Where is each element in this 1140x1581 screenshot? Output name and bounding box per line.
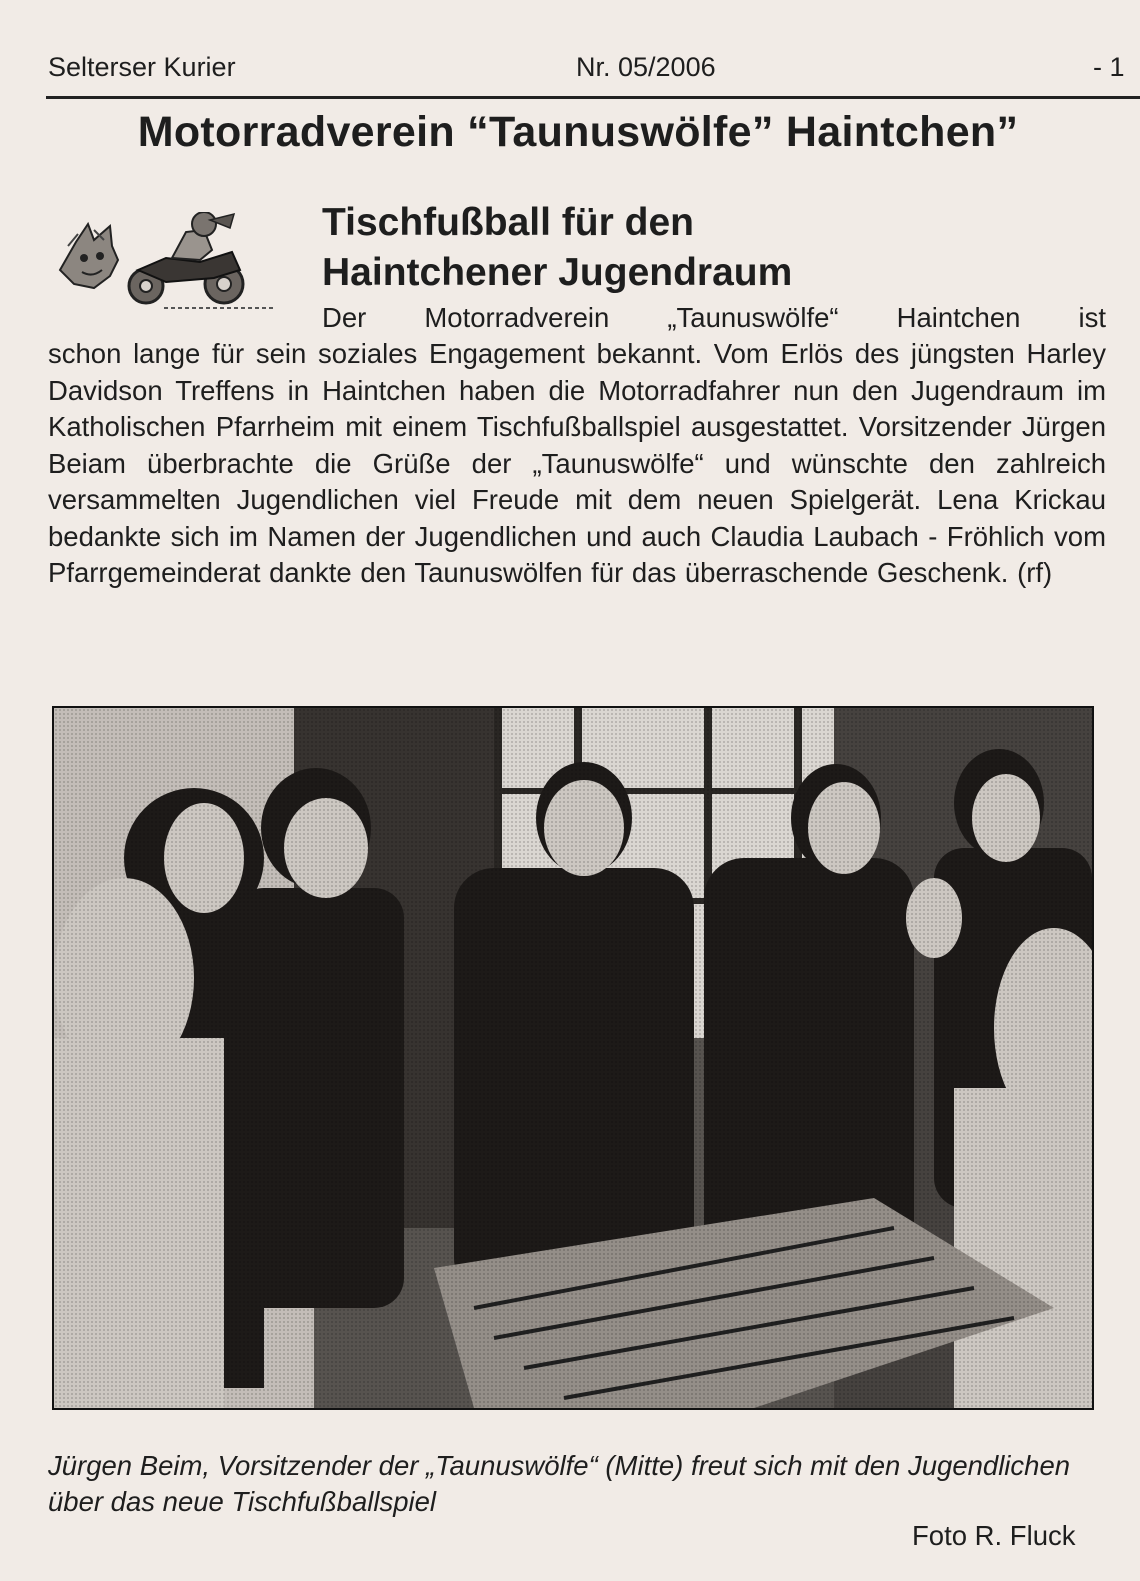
photo-caption: Jürgen Beim, Vorsitzender der „Taunuswölfe“ (Mitte) freut sich mit den Jugendlichen über das neue Tischfußballspiel	[48, 1450, 1071, 1517]
photo-credit: Foto R. Fluck	[912, 1520, 1076, 1551]
article-lead: Der Motorradverein „Taunuswölfe“ Haintchen ist	[322, 302, 1106, 333]
header-rule	[46, 96, 1140, 99]
wolf-logo-icon	[60, 224, 118, 288]
page-number: - 1	[1093, 52, 1125, 82]
issue-number: Nr. 05/2006	[576, 52, 716, 82]
subheadline-line2: Haintchener Jugendraum	[322, 251, 793, 294]
club-logo	[54, 212, 282, 320]
subheadline	[322, 198, 1102, 298]
article-body: schon lange für sein soziales Engagement bekannt. Vom Erlös des jüngsten Harley Davidson Treffens in Haintchen haben die Motorradfahrer nun den Jugendraum im Katholischen Pfarrheim mit einem Tischfußballspiel ausgestattet. Vorsitzender Jürgen Beiam überbrachte die Grüße der „Taunuswölfe“ und wünschte den zahlreich versammelten Jugendlichen viel Freude mit dem neuen Spielgerät. Lena Krickau bedankte sich im Namen der Jugendlichen und auch Claudia Laubach - Fröhlich vom Pfarrgemeinderat dankte den Taunuswölfen für das überraschende Geschenk. (rf)	[48, 338, 1106, 588]
motorcycle-rider-icon	[129, 212, 276, 308]
subheadline-line1: Tischfußball für den	[322, 201, 694, 244]
article-photo	[52, 706, 1094, 1410]
headline: Motorradverein “Taunuswölfe” Haintchen”	[137, 108, 1019, 156]
publication-name: Selterser Kurier	[48, 52, 236, 82]
page-header	[48, 52, 1140, 92]
